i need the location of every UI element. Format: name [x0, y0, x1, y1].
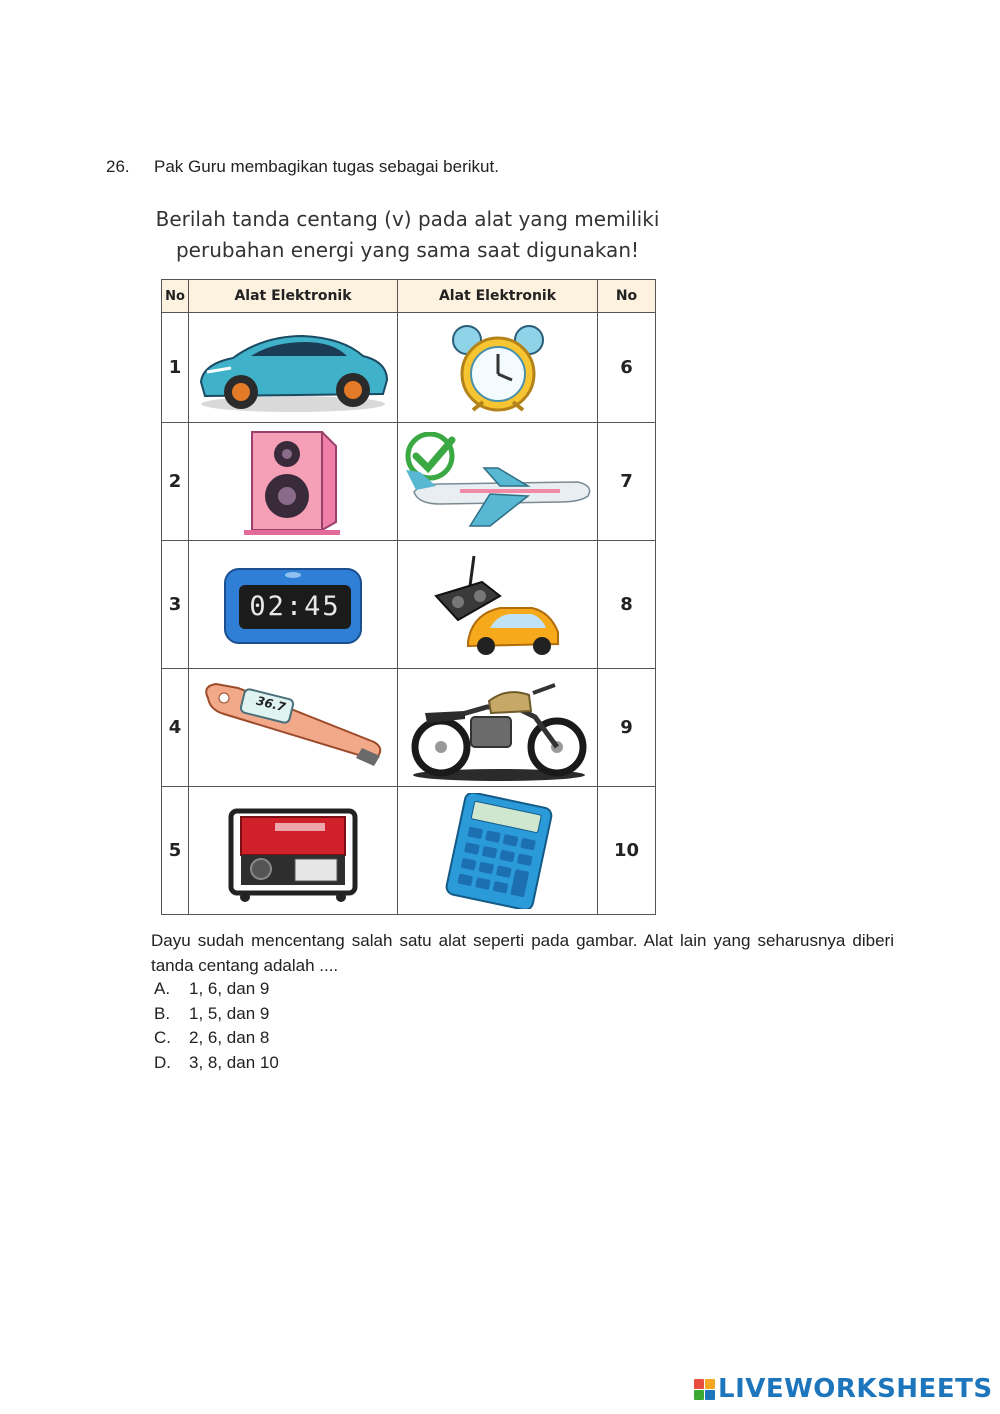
- device-cell: [189, 669, 398, 787]
- option-letter: B.: [154, 1003, 171, 1023]
- liveworksheets-brand[interactable]: [694, 1374, 993, 1404]
- thermometer-display: 36.7: [254, 693, 288, 714]
- table-row: [162, 787, 656, 915]
- table-row: [162, 313, 656, 423]
- row-number: 5: [162, 787, 189, 915]
- row-number: 2: [162, 423, 189, 541]
- thermometer-icon: [198, 678, 388, 778]
- device-cell: [398, 423, 598, 541]
- device-cell: [189, 541, 398, 669]
- option-c[interactable]: [154, 1026, 279, 1051]
- generator-icon: [225, 799, 361, 903]
- device-cell: [189, 313, 398, 423]
- question-text: Pak Guru membagikan tugas sebagai berikut.: [154, 157, 499, 176]
- option-text: 3, 8, dan 10: [189, 1052, 279, 1072]
- device-cell: [398, 669, 598, 787]
- row-number: 1: [162, 313, 189, 423]
- option-letter: A.: [154, 979, 171, 998]
- liveworksheets-logo-icon: [694, 1379, 715, 1400]
- row-number: 6: [598, 313, 656, 423]
- clock-display: 02:45: [249, 590, 341, 622]
- option-d[interactable]: [154, 1051, 279, 1076]
- table-row: [162, 669, 656, 787]
- option-text: 1, 5, dan 9: [189, 1003, 270, 1023]
- option-text: 2, 6, dan 8: [189, 1028, 270, 1047]
- airplane-icon: [400, 432, 596, 532]
- worksheet-instruction: [150, 204, 665, 266]
- device-cell: [398, 313, 598, 423]
- question-number: 26.: [106, 157, 130, 176]
- option-text: 1, 6, dan 9: [189, 979, 270, 998]
- option-a[interactable]: [154, 977, 279, 1002]
- digital-clock-icon: [223, 563, 363, 647]
- option-letter: D.: [154, 1052, 171, 1072]
- row-number: 7: [598, 423, 656, 541]
- instruction-line-2: perubahan energi yang sama saat digunakan!: [175, 238, 640, 262]
- alarm-clock-icon: [443, 318, 553, 418]
- row-number: 8: [598, 541, 656, 669]
- option-b[interactable]: [154, 1002, 279, 1027]
- header-no-left: No: [162, 280, 189, 313]
- device-cell: [398, 541, 598, 669]
- row-number: 3: [162, 541, 189, 669]
- answer-options: [154, 977, 279, 1075]
- worksheet-table: [161, 279, 655, 915]
- question-paragraph: Dayu sudah mencentang salah satu alat seperti pada gambar. Alat lain yang seharusnya diberi tanda centang adalah ....: [151, 931, 894, 975]
- row-number: 10: [598, 787, 656, 915]
- speaker-icon: [238, 426, 348, 538]
- device-cell: [189, 787, 398, 915]
- device-cell: [189, 423, 398, 541]
- header-no-right: No: [598, 280, 656, 313]
- brand-text: LIVEWORKSHEETS: [718, 1374, 993, 1404]
- row-number: 4: [162, 669, 189, 787]
- calculator-icon: [433, 793, 563, 909]
- header-device-right: Alat Elektronik: [398, 280, 598, 313]
- car-icon: [193, 320, 393, 416]
- table-row: [162, 541, 656, 669]
- row-number: 9: [598, 669, 656, 787]
- table-row: [162, 423, 656, 541]
- instruction-line-1: Berilah tanda centang (v) pada alat yang memiliki: [155, 207, 660, 231]
- rc-car-icon: [428, 550, 568, 660]
- motorcycle-icon: [405, 673, 591, 783]
- header-device-left: Alat Elektronik: [189, 280, 398, 313]
- option-letter: C.: [154, 1028, 171, 1047]
- table-header-row: [162, 280, 656, 313]
- device-cell: [398, 787, 598, 915]
